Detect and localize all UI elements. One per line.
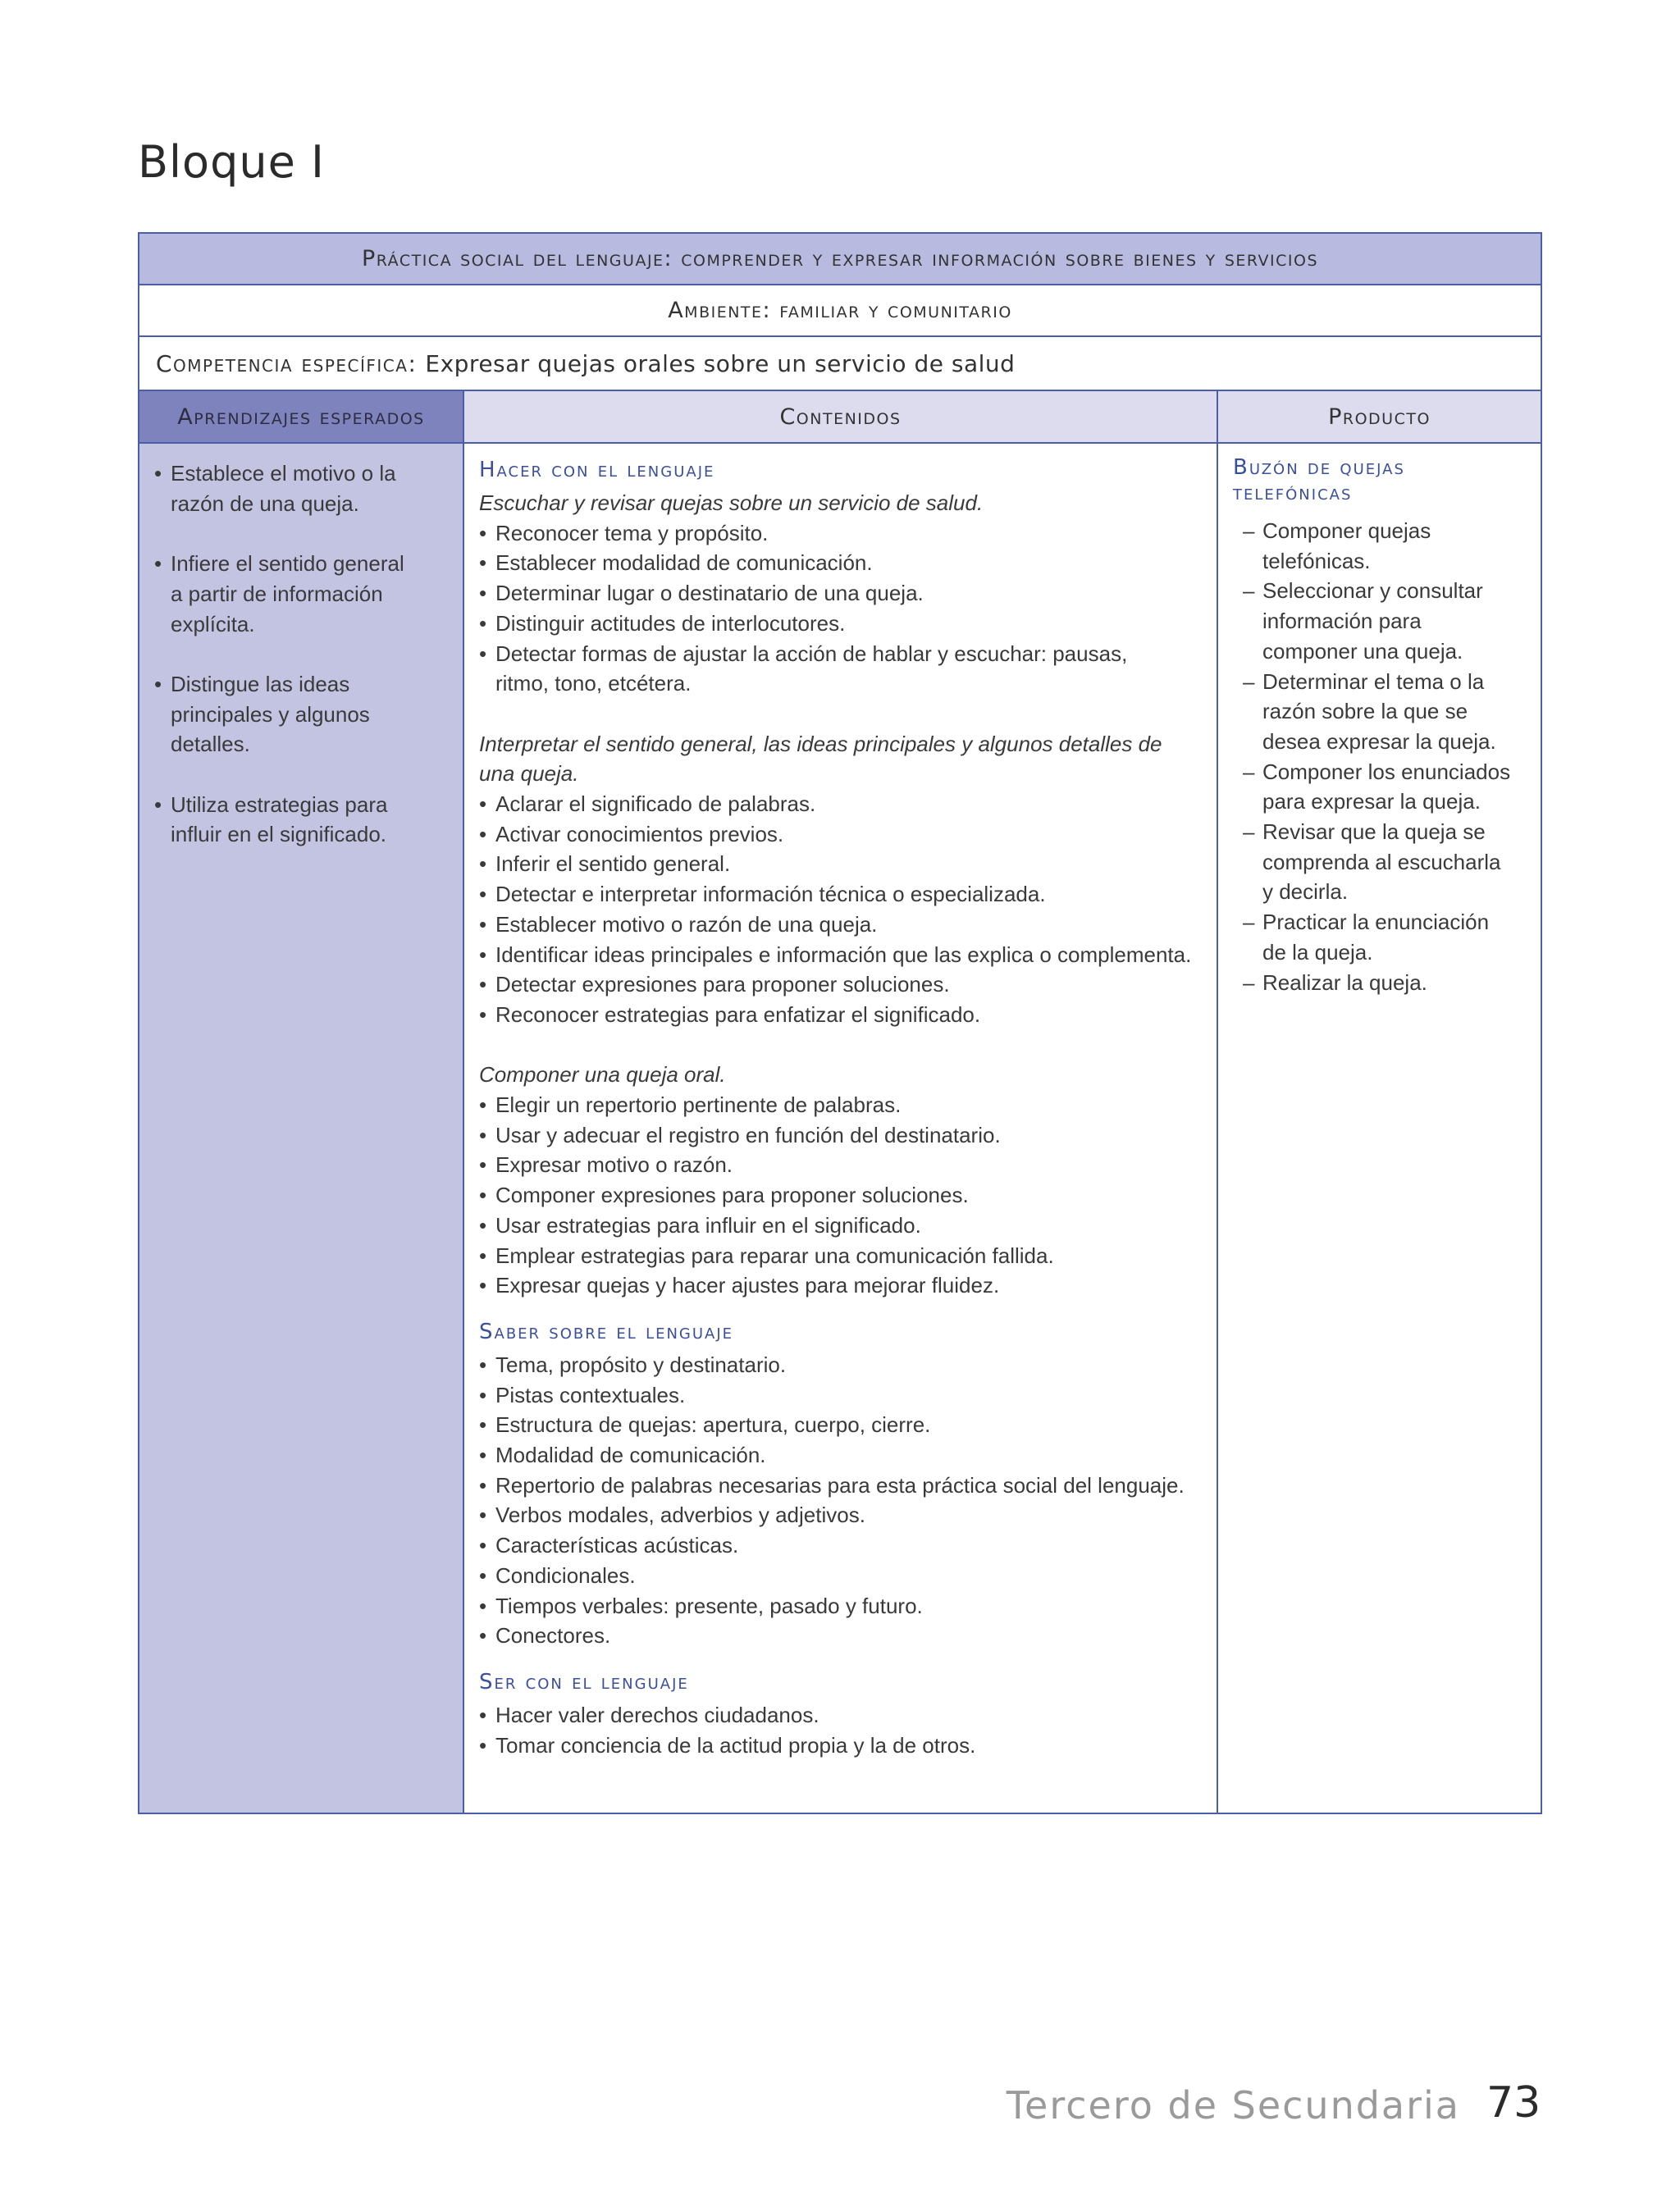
page-number: 73: [1486, 2078, 1541, 2128]
bullet-icon: •: [479, 972, 487, 997]
producto-line: y decirla.: [1262, 879, 1349, 905]
list-item: [479, 940, 1205, 970]
list-item: [479, 1090, 1205, 1120]
dash-icon: –: [1243, 668, 1255, 694]
producto-line: Componer quejas: [1262, 518, 1431, 543]
ambiente-row: [139, 285, 1541, 337]
bullet-icon: •: [479, 882, 487, 907]
producto-item: [1233, 907, 1532, 967]
aprendizaje-line: explícita.: [171, 611, 255, 636]
list-item-text: Expresar quejas y hacer ajustes para mejorar fluidez.: [495, 1273, 1000, 1298]
list-item-text: Conectores.: [495, 1623, 611, 1649]
competencia-text: Expresar quejas orales sobre un servicio de salud: [425, 349, 1016, 377]
list-item: [479, 1591, 1205, 1621]
list-item: [479, 578, 1205, 609]
list-item: [479, 639, 1205, 699]
aprendizaje-line: a partir de información: [171, 581, 383, 606]
practica-social-row: [139, 234, 1541, 285]
bullet-icon: •: [479, 610, 487, 636]
bullet-icon: •: [479, 1352, 487, 1377]
list-item-text: Detectar formas de ajustar la acción de hablar y escuchar: pausas,: [495, 641, 1128, 666]
dash-icon: –: [1243, 518, 1255, 543]
dash-icon: –: [1243, 910, 1255, 935]
list-item: [479, 1440, 1205, 1471]
subsection-title: Componer una queja oral.: [479, 1062, 726, 1088]
producto-title-line: telefónicas: [1233, 481, 1353, 505]
list-item-text: Componer expresiones para proponer soluciones.: [495, 1183, 969, 1208]
list-item: [479, 1380, 1205, 1411]
list-item: [479, 1410, 1205, 1440]
producto-line: Determinar el tema o la: [1262, 668, 1485, 694]
list-item-text: Activar conocimientos previos.: [495, 821, 784, 846]
bullet-icon: •: [479, 1412, 487, 1438]
list-item-text: Verbos modales, adverbios y adjetivos.: [495, 1503, 865, 1528]
section-title-ser: Ser con el lenguaje: [479, 1669, 689, 1694]
section-title-hacer: Hacer con el lenguaje: [479, 458, 715, 482]
list-item-text: Reconocer tema y propósito.: [495, 520, 769, 545]
bullet-icon: •: [479, 1212, 487, 1238]
competencia-label: Competencia específica:: [156, 349, 418, 377]
producto-line: telefónicas.: [1262, 548, 1371, 573]
bullet-icon: •: [479, 911, 487, 937]
list-item-text: Características acústicas.: [495, 1533, 739, 1558]
list-item: [479, 879, 1205, 910]
dash-icon: –: [1243, 578, 1255, 604]
producto-item: [1233, 576, 1532, 666]
bullet-icon: •: [479, 851, 487, 877]
producto-line: Realizar la queja.: [1262, 969, 1427, 995]
bullet-icon: •: [479, 791, 487, 817]
bullet-icon: •: [479, 1593, 487, 1618]
producto-title: [1233, 455, 1532, 506]
header-aprendizajes: Aprendizajes esperados: [139, 391, 464, 442]
dash-icon: –: [1243, 969, 1255, 995]
aprendizaje-line: Distingue las ideas: [171, 671, 350, 696]
aprendizajes-column: [139, 444, 464, 1813]
producto-line: comprenda al escucharla: [1262, 849, 1501, 874]
list-item-text: Establecer modalidad de comunicación.: [495, 550, 873, 576]
list-item: [479, 1150, 1205, 1180]
producto-column: [1218, 444, 1541, 1813]
footer-text: Tercero de Secundaria: [1006, 2083, 1460, 2128]
bullet-icon: •: [479, 1472, 487, 1498]
producto-item: [1233, 757, 1532, 817]
producto-line: desea expresar la queja.: [1262, 728, 1496, 754]
producto-line: Componer los enunciados: [1262, 759, 1511, 784]
columns-header: [139, 391, 1541, 444]
bullet-icon: •: [479, 1273, 487, 1298]
aprendizaje-item: [154, 669, 450, 759]
list-item: [479, 1000, 1205, 1030]
list-item-text: Usar y adecuar el registro en función del destinatario.: [495, 1122, 1001, 1147]
list-item: [479, 1241, 1205, 1271]
aprendizaje-line: Establece el motivo o la: [171, 461, 396, 486]
list-item: [479, 1211, 1205, 1241]
bullet-icon: •: [479, 1503, 487, 1528]
bullet-icon: •: [479, 821, 487, 846]
bullet-icon: •: [154, 461, 162, 486]
list-item: [479, 609, 1205, 639]
producto-line: razón sobre la que se: [1262, 699, 1468, 724]
bullet-icon: •: [479, 1092, 487, 1118]
list-item-text: Tiempos verbales: presente, pasado y futuro.: [495, 1593, 923, 1618]
aprendizaje-item: [154, 790, 450, 850]
producto-line: para expresar la queja.: [1262, 789, 1481, 814]
producto-line: Revisar que la queja se: [1262, 819, 1486, 845]
bullet-icon: •: [479, 1382, 487, 1407]
producto-line: Practicar la enunciación: [1262, 910, 1490, 935]
list-item: [479, 1500, 1205, 1530]
contenidos-column: [464, 444, 1218, 1813]
bullet-icon: •: [479, 1533, 487, 1558]
aprendizaje-line: influir en el significado.: [171, 822, 387, 847]
aprendizaje-line: razón de una queja.: [171, 490, 359, 516]
producto-line: información para: [1262, 609, 1422, 634]
list-item-text: Repertorio de palabras necesarias para esta práctica social del lenguaje.: [495, 1472, 1185, 1498]
list-item-text: Distinguir actitudes de interlocutores.: [495, 610, 846, 636]
producto-line: Seleccionar y consultar: [1262, 578, 1483, 604]
subsection-title: una queja.: [479, 761, 579, 787]
bullet-icon: •: [154, 791, 162, 817]
producto-item: [1233, 667, 1532, 757]
bullet-icon: •: [154, 551, 162, 577]
competencia-row: [139, 337, 1541, 391]
list-item: [479, 1471, 1205, 1501]
list-item-text: Pistas contextuales.: [495, 1382, 686, 1407]
list-item-text: Estructura de quejas: apertura, cuerpo, cierre.: [495, 1412, 931, 1438]
list-item: [479, 1180, 1205, 1211]
dash-icon: –: [1243, 759, 1255, 784]
practica-social-text: Práctica social del lenguaje: comprender y expresar información sobre bienes y servicios: [361, 246, 1319, 271]
list-item-text: Emplear estrategias para reparar una comunicación fallida.: [495, 1243, 1054, 1268]
list-item-text: Aclarar el significado de palabras.: [495, 791, 816, 817]
producto-line: de la queja.: [1262, 939, 1373, 965]
list-item: [479, 969, 1205, 1000]
subsection-title: Interpretar el sentido general, las ideas principales y algunos detalles de: [479, 731, 1162, 756]
list-item: [479, 1561, 1205, 1591]
bullet-icon: •: [479, 1183, 487, 1208]
bullet-icon: •: [479, 1702, 487, 1727]
list-item: [479, 819, 1205, 850]
aprendizaje-item: [154, 458, 450, 518]
bullet-icon: •: [479, 1243, 487, 1268]
list-item-text: Inferir el sentido general.: [495, 851, 731, 877]
list-item: [479, 1731, 1205, 1761]
aprendizaje-line: Infiere el sentido general: [171, 551, 404, 577]
header-producto: Producto: [1218, 391, 1541, 442]
producto-line: componer una queja.: [1262, 638, 1463, 664]
list-item-text: Usar estrategias para influir en el significado.: [495, 1212, 921, 1238]
list-item-text: Identificar ideas principales e información que las explica o complementa.: [495, 942, 1192, 967]
list-item-text: Hacer valer derechos ciudadanos.: [495, 1702, 819, 1727]
bullet-icon: •: [154, 671, 162, 696]
list-item-text: Reconocer estrategias para enfatizar el significado.: [495, 1001, 981, 1027]
list-item: [479, 910, 1205, 940]
bullet-icon: •: [479, 1001, 487, 1027]
list-item: [479, 789, 1205, 819]
list-item-text: Tema, propósito y destinatario.: [495, 1352, 787, 1377]
list-item-text: Establecer motivo o razón de una queja.: [495, 911, 878, 937]
bullet-icon: •: [479, 641, 487, 666]
list-item: [479, 1530, 1205, 1561]
list-item: [479, 548, 1205, 578]
list-item: [479, 1350, 1205, 1380]
list-item-text: Expresar motivo o razón.: [495, 1152, 733, 1178]
aprendizaje-line: detalles.: [171, 732, 250, 757]
list-item: [479, 1621, 1205, 1651]
list-item-text: Modalidad de comunicación.: [495, 1443, 766, 1468]
page-title: Bloque I: [138, 136, 325, 188]
columns-body: [139, 444, 1541, 1813]
bullet-icon: •: [479, 550, 487, 576]
bullet-icon: •: [479, 1122, 487, 1147]
list-item: [479, 1270, 1205, 1301]
aprendizaje-line: principales y algunos: [171, 701, 370, 727]
list-item: [479, 849, 1205, 879]
dash-icon: –: [1243, 819, 1255, 845]
aprendizaje-line: Utiliza estrategias para: [171, 791, 388, 817]
ambiente-text: Ambiente: familiar y comunitario: [668, 298, 1012, 323]
list-item-text: Condicionales.: [495, 1562, 636, 1588]
bullet-icon: •: [479, 1623, 487, 1649]
section-title-saber: Saber sobre el lenguaje: [479, 1319, 734, 1344]
producto-item: [1233, 817, 1532, 907]
list-item: [479, 518, 1205, 549]
bullet-icon: •: [479, 1562, 487, 1588]
plan-table: [138, 232, 1542, 1814]
list-item: [479, 1120, 1205, 1151]
bullet-icon: •: [479, 942, 487, 967]
list-item: [479, 1700, 1205, 1731]
header-contenidos: Contenidos: [464, 391, 1218, 442]
list-item-text: Elegir un repertorio pertinente de palabras.: [495, 1092, 902, 1118]
list-item-text: Detectar expresiones para proponer soluciones.: [495, 972, 950, 997]
aprendizaje-item: [154, 549, 450, 639]
producto-item: [1233, 516, 1532, 576]
list-item-text: ritmo, tono, etcétera.: [495, 671, 692, 696]
bullet-icon: •: [479, 581, 487, 606]
list-item-text: Detectar e interpretar información técnica o especializada.: [495, 882, 1046, 907]
list-item-text: Tomar conciencia de la actitud propia y la de otros.: [495, 1732, 976, 1758]
list-item-text: Determinar lugar o destinatario de una queja.: [495, 581, 924, 606]
producto-item: [1233, 968, 1532, 998]
subsection-title: Escuchar y revisar quejas sobre un servicio de salud.: [479, 490, 984, 515]
producto-title-line: Buzón de quejas: [1233, 455, 1405, 480]
bullet-icon: •: [479, 1443, 487, 1468]
bullet-icon: •: [479, 1152, 487, 1178]
bullet-icon: •: [479, 520, 487, 545]
bullet-icon: •: [479, 1732, 487, 1758]
